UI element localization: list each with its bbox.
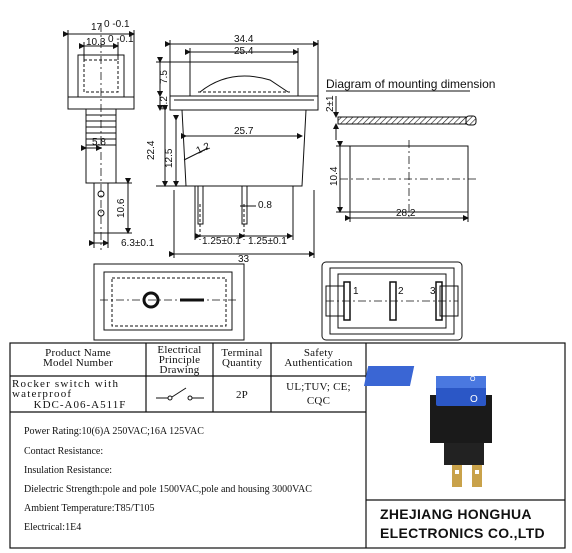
terminal-2-label: 2 [398, 286, 404, 297]
dim-5-8: 5.8 [92, 137, 106, 148]
dim-17: 17 [91, 22, 103, 33]
safety-certs-line2: CQC [306, 395, 331, 407]
header-terminal-line1: Terminal [221, 347, 263, 359]
header-principle [146, 345, 213, 375]
bottom-view [322, 262, 462, 340]
header-terminal [213, 348, 271, 368]
front-view [156, 40, 318, 258]
dim-10-3-tol: 0 -0.1 [108, 34, 134, 45]
safety-certs-line1: UL;TUV; CE; [286, 381, 351, 393]
header-terminal-line2: Quantity [221, 357, 263, 369]
top-view [94, 264, 244, 340]
mounting-diagram [326, 91, 478, 222]
header-principle-line3: Drawing [159, 364, 200, 376]
product-name [12, 379, 144, 399]
spec-insulation-resistance: Insulation Resistance: [24, 465, 113, 476]
dim-1-2: 1.2 [194, 140, 212, 157]
spec-contact-resistance: Contact Resistance: [24, 446, 104, 457]
mounting-title: Diagram of mounting dimension [326, 77, 496, 91]
company-name-line2: ELECTRONICS CO.,LTD [380, 525, 545, 541]
header-safety-line2: Authentication [284, 357, 353, 369]
svg-text:O: O [470, 394, 478, 405]
header-product-line2: Model Number [43, 357, 113, 369]
dim-12-5: 12.5 [164, 148, 175, 168]
dim-25-4: 25.4 [234, 46, 254, 57]
header-principle-line2: Principle [158, 354, 201, 366]
product-name-line1: Rocker switch with [12, 378, 120, 390]
spec-power-rating: Power Rating:10(6)A 250VAC;16A 125VAC [24, 426, 204, 437]
svg-text:O: O [470, 376, 476, 383]
dim-10-6: 10.6 [116, 198, 127, 218]
header-principle-line1: Electrical [157, 344, 202, 356]
spec-ambient-temperature: Ambient Temperature:T85/T105 [24, 503, 155, 514]
spec-electrical-life: Electrical:1E4 [24, 522, 82, 533]
terminal-1-label: 1 [353, 286, 359, 297]
header-safety [271, 348, 366, 368]
product-name-line2: waterproof [12, 388, 73, 400]
dim-0-8: 0.8 [258, 200, 272, 211]
terminal-3-label: 3 [430, 286, 436, 297]
header-product [14, 348, 142, 368]
dim-10-4: 10.4 [329, 166, 340, 186]
company-name-line1: ZHEJIANG HONGHUA [380, 506, 532, 522]
terminal-quantity: 2P [235, 389, 249, 401]
dim-28-2: 28.2 [396, 208, 416, 219]
dim-17-tol: 0 -0.1 [104, 19, 130, 30]
dim-5-2: 5.2 [159, 96, 170, 110]
spec-dielectric-strength: Dielectric Strength:pole and pole 1500VAC,pole and housing 3000VAC [24, 484, 312, 495]
switch-symbol [156, 388, 204, 400]
safety-certs [271, 382, 366, 406]
model-number: KDC-A06-A511F [33, 399, 127, 411]
dim-1-25-b: 1.25±0.1 [248, 236, 287, 247]
dim-34-4: 34.4 [234, 34, 254, 45]
dim-6-3: 6.3±0.1 [121, 238, 155, 249]
header-product-line1: Product Name [45, 347, 111, 359]
dim-25-7: 25.7 [234, 126, 254, 137]
dim-7-5: 7.5 [159, 70, 170, 84]
header-safety-line1: Safety [303, 347, 334, 359]
product-photo [364, 366, 492, 487]
dim-33: 33 [238, 254, 250, 265]
dim-2: 2±1 [325, 95, 336, 112]
dim-1-25-a: 1.25±0.1 [202, 236, 241, 247]
dim-10-3: 10.3 [86, 37, 106, 48]
dim-22-4: 22.4 [146, 140, 157, 160]
